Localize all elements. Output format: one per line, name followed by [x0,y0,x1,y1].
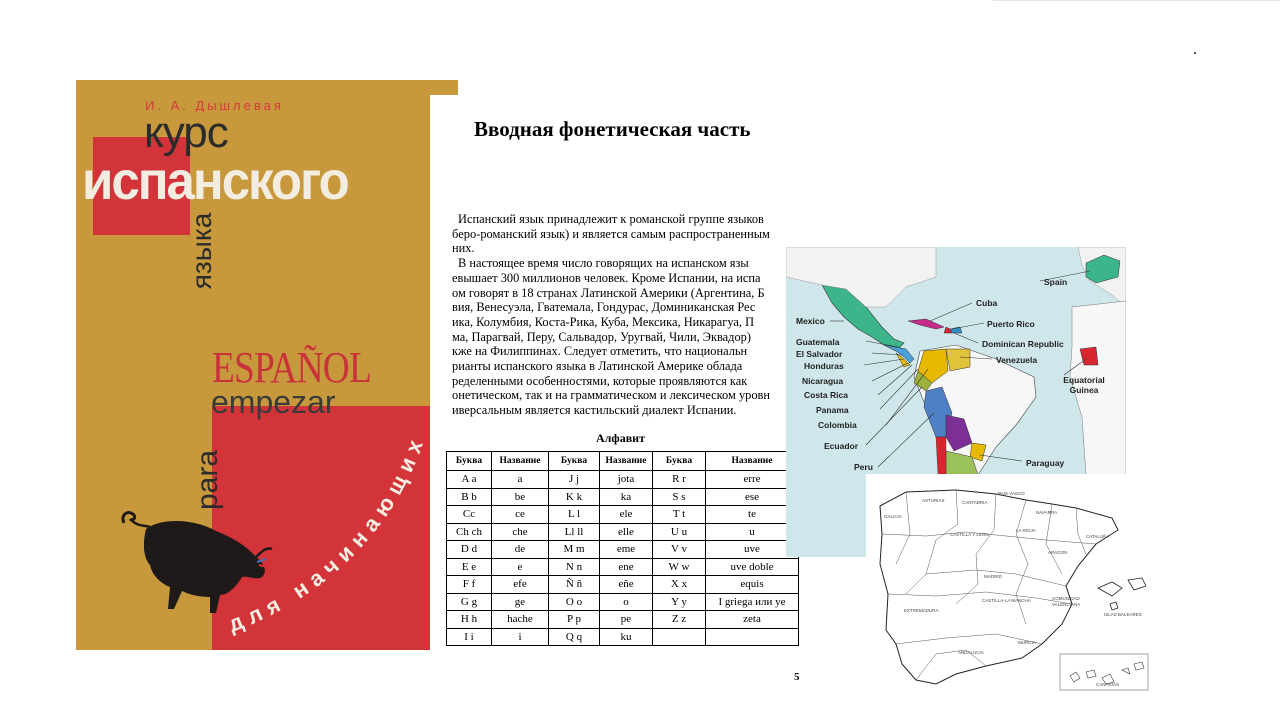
textbook-page [430,95,830,695]
cover-title-kurs: курс [144,108,228,157]
table-cell: H h [447,611,492,629]
table-row [447,558,799,576]
spain-map [866,474,1150,694]
region-label: GALICIA [884,514,902,519]
table-cell: ce [492,506,549,524]
table-header: Название [492,452,549,471]
table-cell: u [706,523,799,541]
table-cell: de [492,541,549,559]
table-cell: N n [549,558,600,576]
table-cell: ene [600,558,653,576]
table-cell: K k [549,488,600,506]
map-label: Colombia [818,420,857,430]
table-cell: che [492,523,549,541]
table-header: Буква [549,452,600,471]
table-row [447,628,799,646]
table-cell: V v [653,541,706,559]
alphabet-table [446,451,799,646]
map-label: Peru [854,462,873,472]
table-cell: I griega или ye [706,593,799,611]
page-line: ом говорят в 18 странах Латинской Америки (Аргентина, Б [452,285,765,300]
region-label: COMUNIDAD VALENCIANA [1052,596,1081,607]
map-label: Equatorial Guinea [1063,375,1105,395]
table-cell: i [492,628,549,646]
map-label: Paraguay [1026,458,1065,468]
table-header: Буква [653,452,706,471]
table-cell: A a [447,471,492,489]
table-cell: be [492,488,549,506]
region-label: ISLAS BALEARES [1104,612,1142,617]
table-cell: eñe [600,576,653,594]
map-label: Nicaragua [802,376,844,386]
page-title: Вводная фонетическая часть [474,117,751,141]
table-cell: eme [600,541,653,559]
page-line: В настоящее время число говорящих на испанском язы [458,256,749,271]
top-edge-line [993,0,1280,1]
page-line: евышает 300 миллионов человек. Кроме Испании, на испа [452,270,761,285]
table-cell: a [492,471,549,489]
region-label: CASTILLA Y LEON [950,532,989,537]
stray-dot [1194,52,1196,54]
cover-empezar: empezar [211,384,336,420]
map-label: Puerto Rico [987,319,1035,329]
map-label: Dominican Republic [982,339,1064,349]
region-label: ANDALUCIA [958,650,984,655]
table-row [447,541,799,559]
map-label: Panama [816,405,849,415]
table-cell: Ñ ñ [549,576,600,594]
table-cell: J j [549,471,600,489]
page-line: ма, Парагвай, Перу, Сальвадор, Уругвай, Чили, Эквадор) [452,329,752,344]
table-cell: P p [549,611,600,629]
table-row [447,506,799,524]
table-cell: Cc [447,506,492,524]
page-line: ределенными особенностями, которые проявляются как [452,373,748,388]
table-cell: F f [447,576,492,594]
table-cell: E e [447,558,492,576]
cover-dlya-nachinayushchikh: для начинающих [224,430,431,637]
table-cell: Ch ch [447,523,492,541]
page-line: вия, Венесуэла, Гватемала, Гондурас, Доминиканская Рес [452,300,756,315]
region-label: PAIS VASCO [998,491,1025,496]
cover-title-yazyka-text: языка [186,212,217,290]
table-cell: ele [600,506,653,524]
table-cell: G g [447,593,492,611]
map-label: Spain [1044,277,1068,287]
region-label: MURCIA [1018,640,1036,645]
region-label: NAVARRA [1036,510,1058,515]
table-cell: Ll ll [549,523,600,541]
page-body [452,212,830,424]
table-cell [706,628,799,646]
book-cover [76,80,458,650]
table-header: Название [600,452,653,471]
table-row [447,611,799,629]
table-cell: efe [492,576,549,594]
page-line: ика, Колумбия, Коста-Рика, Куба, Мексика, Никарагуа, П [452,314,755,329]
page-number: 5 [794,671,800,683]
table-row [447,593,799,611]
region-label: CASTILLA-LA MANCHA [982,598,1031,603]
page-line: кже на Филиппинах. Следует отметить, что национальн [452,344,748,359]
table-row [447,471,799,489]
table-cell: pe [600,611,653,629]
region-label: ARAGON [1048,550,1068,555]
map-label: Cuba [976,298,998,308]
table-cell: O o [549,593,600,611]
map-label: Mexico [796,316,825,326]
alphabet-title: Алфавит [596,431,645,445]
region-label: MADRID [984,574,1002,579]
page-line: них. [452,241,475,256]
table-cell: U u [653,523,706,541]
region-label: EXTREMADURA [904,608,939,613]
table-cell: uve [706,541,799,559]
spain-map-shapes [866,474,1150,694]
cover-espanol: ESPAÑOL [212,343,371,392]
region-label: CANARIAS [1096,682,1120,687]
map-label: Guatemala [796,337,840,347]
table-cell: ku [600,628,653,646]
table-cell: erre [706,471,799,489]
americas-map-tail [786,475,866,557]
page-line: онетическом, так и на грамматическом и лексическом уровн [452,388,771,403]
table-cell: ge [492,593,549,611]
page-line: Испанский язык принадлежит к романской группе языков [458,212,764,226]
table-cell: zeta [706,611,799,629]
cover-author: И. А. Дышлевая [145,98,284,113]
table-row [447,488,799,506]
page-line: рианты испанского языка в Латинской Америке облада [452,359,743,374]
table-row [447,523,799,541]
table-cell: B b [447,488,492,506]
table-cell: uve doble [706,558,799,576]
table-header: Название [706,452,799,471]
table-cell: ese [706,488,799,506]
table-cell: T t [653,506,706,524]
region-label: ASTURIAS [922,498,945,503]
table-cell: L l [549,506,600,524]
map-label: El Salvador [796,349,843,359]
cover-para-text: para [191,449,224,511]
table-cell: X x [653,576,706,594]
map-label: Costa Rica [804,390,848,400]
table-cell: I i [447,628,492,646]
table-cell: e [492,558,549,576]
page-line: бeро-романский язык) и является самым распространенным [452,226,770,241]
table-cell: Q q [549,628,600,646]
table-cell: W w [653,558,706,576]
table-cell: elle [600,523,653,541]
table-row [447,576,799,594]
bull-illustration [116,505,276,620]
map-label: Venezuela [996,355,1038,365]
table-cell: te [706,506,799,524]
table-cell: S s [653,488,706,506]
americas-map [786,247,1126,475]
cover-title-ispanskogo: испанского [82,150,348,211]
table-header: Буква [447,452,492,471]
table-cell: R r [653,471,706,489]
table-cell: ka [600,488,653,506]
map-label: Ecuador [824,441,859,451]
table-cell: equis [706,576,799,594]
table-cell: jota [600,471,653,489]
table-cell: M m [549,541,600,559]
region-label: LA RIOJA [1016,528,1036,533]
cover-title-yazyka [172,205,232,297]
table-cell: D d [447,541,492,559]
region-label: CATALUÑA [1086,534,1110,539]
table-cell: hache [492,611,549,629]
table-cell: Y y [653,593,706,611]
page-line: иверсальным является кастильский диалект Испании. [452,403,737,418]
region-label: CANTABRIA [962,500,988,505]
table-header-row [447,452,799,471]
table-cell: Z z [653,611,706,629]
map-label: Honduras [804,361,844,371]
table-cell: o [600,593,653,611]
table-cell [653,628,706,646]
